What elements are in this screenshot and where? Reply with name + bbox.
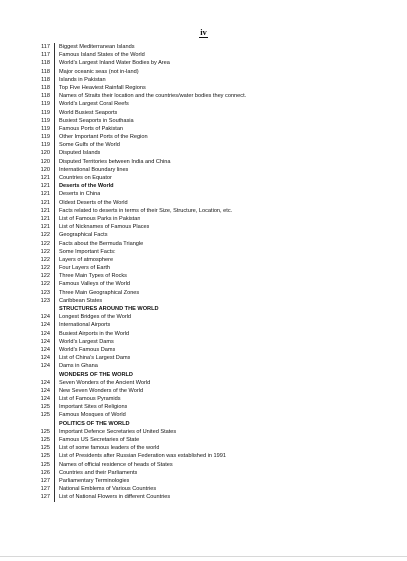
toc-entry[interactable] <box>37 461 367 469</box>
toc-entry-title: Seven Wonders of the Ancient World <box>59 379 151 386</box>
toc-entry-title: Facts about the Bermuda Triangle <box>59 240 144 247</box>
toc-entry[interactable] <box>37 43 367 51</box>
toc-page-number: 121 <box>37 207 55 215</box>
toc-page-number: 118 <box>37 92 55 100</box>
toc-page-number: 127 <box>37 477 55 485</box>
toc-entry[interactable] <box>37 190 367 198</box>
toc-entry-title: Other Important Ports of the Region <box>59 134 148 141</box>
toc-page-number: 125 <box>37 411 55 419</box>
toc-entry[interactable] <box>37 215 367 223</box>
toc-entry[interactable] <box>37 125 367 133</box>
toc-entry-title: Famous US Secretaries of State <box>59 437 140 443</box>
toc-entry[interactable] <box>37 444 367 452</box>
toc-entry[interactable] <box>37 248 367 256</box>
toc-page-number <box>37 420 55 428</box>
toc-page-number: 119 <box>37 117 55 125</box>
page-number <box>0 27 407 37</box>
toc-page-number: 119 <box>37 109 55 117</box>
toc-entry-title: List of Famous Pyramids <box>59 396 121 403</box>
toc-page-number: 127 <box>37 485 55 493</box>
toc-page-number: 125 <box>37 461 55 469</box>
toc-entry[interactable] <box>37 469 367 477</box>
toc-entry-title: STRUCTURES AROUND THE WORLD <box>59 306 159 312</box>
toc-entry-title: List of Famous Parks in Pakistan <box>59 215 141 222</box>
toc-entry-title: Three Main Types of Rocks <box>59 273 127 280</box>
toc-entry-title: Countries and their Parliaments <box>59 469 138 476</box>
toc-entry-title: List of China’s Largest Dams <box>59 355 131 362</box>
toc-page-number: 126 <box>37 469 55 477</box>
toc-page-number: 121 <box>37 199 55 207</box>
toc-entry-title: International Airports <box>59 322 111 329</box>
toc-entry-title: Some Important Facts: <box>59 248 116 255</box>
toc-entry[interactable] <box>37 379 367 387</box>
toc-page-number: 119 <box>37 141 55 149</box>
toc-page-number: 117 <box>37 43 55 51</box>
toc-entry-title: Names of official residence of heads of States <box>59 461 173 468</box>
toc-entry-title: World’s Famous Dams <box>59 346 116 353</box>
toc-entry-title: Three Main Geographical Zones <box>59 289 140 296</box>
toc-page-number: 124 <box>37 330 55 338</box>
toc-entry-title: List of Presidents after Russian Federation was established in 1991 <box>59 453 226 460</box>
toc-entry[interactable] <box>37 76 367 84</box>
toc-entry-title: Dams in Ghana <box>59 363 98 370</box>
toc-entry-title: Layers of atmosphere <box>59 256 114 263</box>
toc-entry[interactable] <box>37 485 367 493</box>
toc-entry[interactable] <box>37 452 367 460</box>
toc-page-number: 124 <box>37 379 55 387</box>
toc-entry-title: New Seven Wonders of the World <box>59 387 144 394</box>
toc-entry-title: Famous Mosques of World <box>59 412 126 419</box>
toc-entry[interactable] <box>37 256 367 264</box>
toc-page-number: 124 <box>37 354 55 362</box>
toc-section-heading[interactable] <box>37 371 367 379</box>
toc-entry-title: National Emblems of Various Countries <box>59 486 157 493</box>
toc-entry-title: Countries on Equator <box>59 175 112 181</box>
toc-section-heading[interactable] <box>37 305 367 313</box>
toc-entry[interactable] <box>37 493 367 501</box>
toc-entry[interactable] <box>37 395 367 403</box>
toc-entry-title: Some Gulfs of the World <box>59 142 120 149</box>
toc-page-number: 122 <box>37 264 55 272</box>
page-bottom-divider <box>0 556 407 557</box>
toc-entry[interactable] <box>37 199 367 207</box>
toc-page-number: 125 <box>37 403 55 411</box>
toc-entry[interactable] <box>37 149 367 157</box>
toc-entry-title: Caribbean States <box>59 297 103 304</box>
toc-page-number: 123 <box>37 297 55 305</box>
toc-page-number: 118 <box>37 68 55 76</box>
toc-entry[interactable] <box>37 272 367 280</box>
toc-entry[interactable] <box>37 133 367 141</box>
toc-entry[interactable] <box>37 109 367 117</box>
toc-page-number: 122 <box>37 256 55 264</box>
toc-entry[interactable] <box>37 436 367 444</box>
toc-entry-title: Deserts of the World <box>59 183 114 190</box>
toc-entry[interactable] <box>37 231 367 239</box>
toc-page-number: 122 <box>37 231 55 239</box>
toc-page-number: 120 <box>37 166 55 174</box>
page-number-label: iv <box>200 27 207 37</box>
toc-page-number: 121 <box>37 223 55 231</box>
toc-page-number: 121 <box>37 182 55 190</box>
toc-entry[interactable] <box>37 387 367 395</box>
toc-entry-title: List of some famous leaders of the world <box>59 445 160 452</box>
toc-entry-title: World’s Largest Coral Reefs <box>59 101 129 108</box>
toc-entry-title: List of National Flowers in different Countries <box>59 494 171 501</box>
toc-entry-title: Famous Island States of the World <box>59 52 145 59</box>
toc-entry[interactable] <box>37 362 367 370</box>
toc-entry-title: World’s Largest Inland Water Bodies by Area <box>59 60 170 67</box>
toc-page-number: 124 <box>37 395 55 403</box>
toc-entry[interactable] <box>37 100 367 108</box>
toc-page-number: 120 <box>37 158 55 166</box>
toc-page-number: 121 <box>37 174 55 182</box>
toc-page-number: 119 <box>37 125 55 133</box>
toc-page-number: 122 <box>37 280 55 288</box>
toc-entry[interactable] <box>37 59 367 67</box>
toc-entry-title: Oldest Deserts of the World <box>59 199 128 206</box>
toc-entry[interactable] <box>37 207 367 215</box>
toc-entry-title: Biggest Mediterranean Islands <box>59 44 135 50</box>
toc-entry[interactable] <box>37 92 367 100</box>
toc-page-number: 125 <box>37 436 55 444</box>
toc-page-number: 118 <box>37 76 55 84</box>
toc-entry-title: Important Sites of Religions <box>59 404 128 411</box>
toc-entry[interactable] <box>37 354 367 362</box>
toc-page-number: 124 <box>37 338 55 346</box>
toc-entry[interactable] <box>37 280 367 288</box>
toc-entry-title: World Busiest Seaports <box>59 109 118 116</box>
toc-page-number <box>37 305 55 313</box>
toc-page-number: 118 <box>37 59 55 67</box>
toc-entry[interactable] <box>37 313 367 321</box>
toc-page-number: 122 <box>37 272 55 280</box>
toc-entry[interactable] <box>37 141 367 149</box>
toc-entry-title: Busiest Airports in the World <box>59 330 130 337</box>
toc-page-number: 124 <box>37 362 55 370</box>
toc-page-number: 125 <box>37 444 55 452</box>
toc-page-number: 118 <box>37 84 55 92</box>
toc-entry-title: International Boundary lines <box>59 166 129 173</box>
toc-page-number: 119 <box>37 133 55 141</box>
toc-page-number: 120 <box>37 149 55 157</box>
toc-entry-title: Longest Bridges of the World <box>59 314 132 321</box>
toc-entry[interactable] <box>37 428 367 436</box>
toc-entry[interactable] <box>37 338 367 346</box>
toc-page-number: 123 <box>37 289 55 297</box>
toc-entry-title: Important Defence Secretaries of United States <box>59 428 177 435</box>
toc-page-number: 121 <box>37 215 55 223</box>
toc-page-number: 124 <box>37 346 55 354</box>
toc-entry[interactable] <box>37 289 367 297</box>
toc-entry[interactable] <box>37 84 367 92</box>
toc-entry[interactable] <box>37 330 367 338</box>
toc-page-number: 125 <box>37 428 55 436</box>
toc-entry-title: Major oceanic seas (not in-land) <box>59 68 139 75</box>
toc-entry[interactable] <box>37 158 367 166</box>
toc-entry-title: Deserts in China <box>59 191 101 198</box>
toc-entry[interactable] <box>37 240 367 248</box>
toc-entry[interactable] <box>37 182 367 190</box>
toc-page-number: 125 <box>37 452 55 460</box>
toc-entry-title: WONDERS OF THE WORLD <box>59 371 133 378</box>
toc-entry-title: Geographical Facts <box>59 232 108 239</box>
toc-entry-title: Famous Valleys of the World <box>59 281 130 288</box>
toc-entry[interactable] <box>37 117 367 125</box>
toc-entry[interactable] <box>37 68 367 76</box>
toc-page-number: 122 <box>37 240 55 248</box>
toc-entry[interactable] <box>37 403 367 411</box>
toc-entry-title: Disputed Islands <box>59 150 101 157</box>
toc-page-number: 119 <box>37 100 55 108</box>
toc-entry[interactable] <box>37 477 367 485</box>
toc-entry[interactable] <box>37 223 367 231</box>
toc-entry-title: Busiest Seaports in Southasia <box>59 117 134 124</box>
toc-entry-title: Top Five Heaviest Rainfall Regions <box>59 84 146 91</box>
toc-entry-title: World’s Largest Dams <box>59 338 114 345</box>
toc-entry[interactable] <box>37 321 367 329</box>
toc-entry-title: Parliamentary Terminologies <box>59 477 130 484</box>
toc-entry[interactable] <box>37 174 367 182</box>
table-of-contents <box>37 43 367 502</box>
toc-page-number: 124 <box>37 313 55 321</box>
toc-page-number: 127 <box>37 493 55 501</box>
toc-page-number: 117 <box>37 51 55 59</box>
toc-entry[interactable] <box>37 297 367 305</box>
toc-entry-title: Names of Straits their location and the countries/water bodies they connect. <box>59 93 247 100</box>
toc-section-heading[interactable] <box>37 420 367 428</box>
toc-page-number: 122 <box>37 248 55 256</box>
toc-entry[interactable] <box>37 166 367 174</box>
toc-page-number <box>37 371 55 379</box>
toc-page-number: 124 <box>37 387 55 395</box>
toc-entry-title: Four Layers of Earth <box>59 265 110 272</box>
toc-page-number: 124 <box>37 321 55 329</box>
toc-entry[interactable] <box>37 346 367 354</box>
toc-entry[interactable] <box>37 51 367 59</box>
toc-entry-title: POLITICS OF THE WORLD <box>59 420 130 427</box>
toc-entry-title: Islands in Pakistan <box>59 76 106 83</box>
toc-page-number: 121 <box>37 190 55 198</box>
toc-entry-title: List of Nicknames of Famous Places <box>59 224 150 231</box>
toc-entry-title: Famous Ports of Pakistan <box>59 125 124 132</box>
toc-entry-title: Disputed Territories between India and China <box>59 158 171 165</box>
toc-entry[interactable] <box>37 411 367 419</box>
toc-entry[interactable] <box>37 264 367 272</box>
toc-entry-title: Facts related to deserts in terms of their Size, Structure, Location, etc. <box>59 207 233 214</box>
